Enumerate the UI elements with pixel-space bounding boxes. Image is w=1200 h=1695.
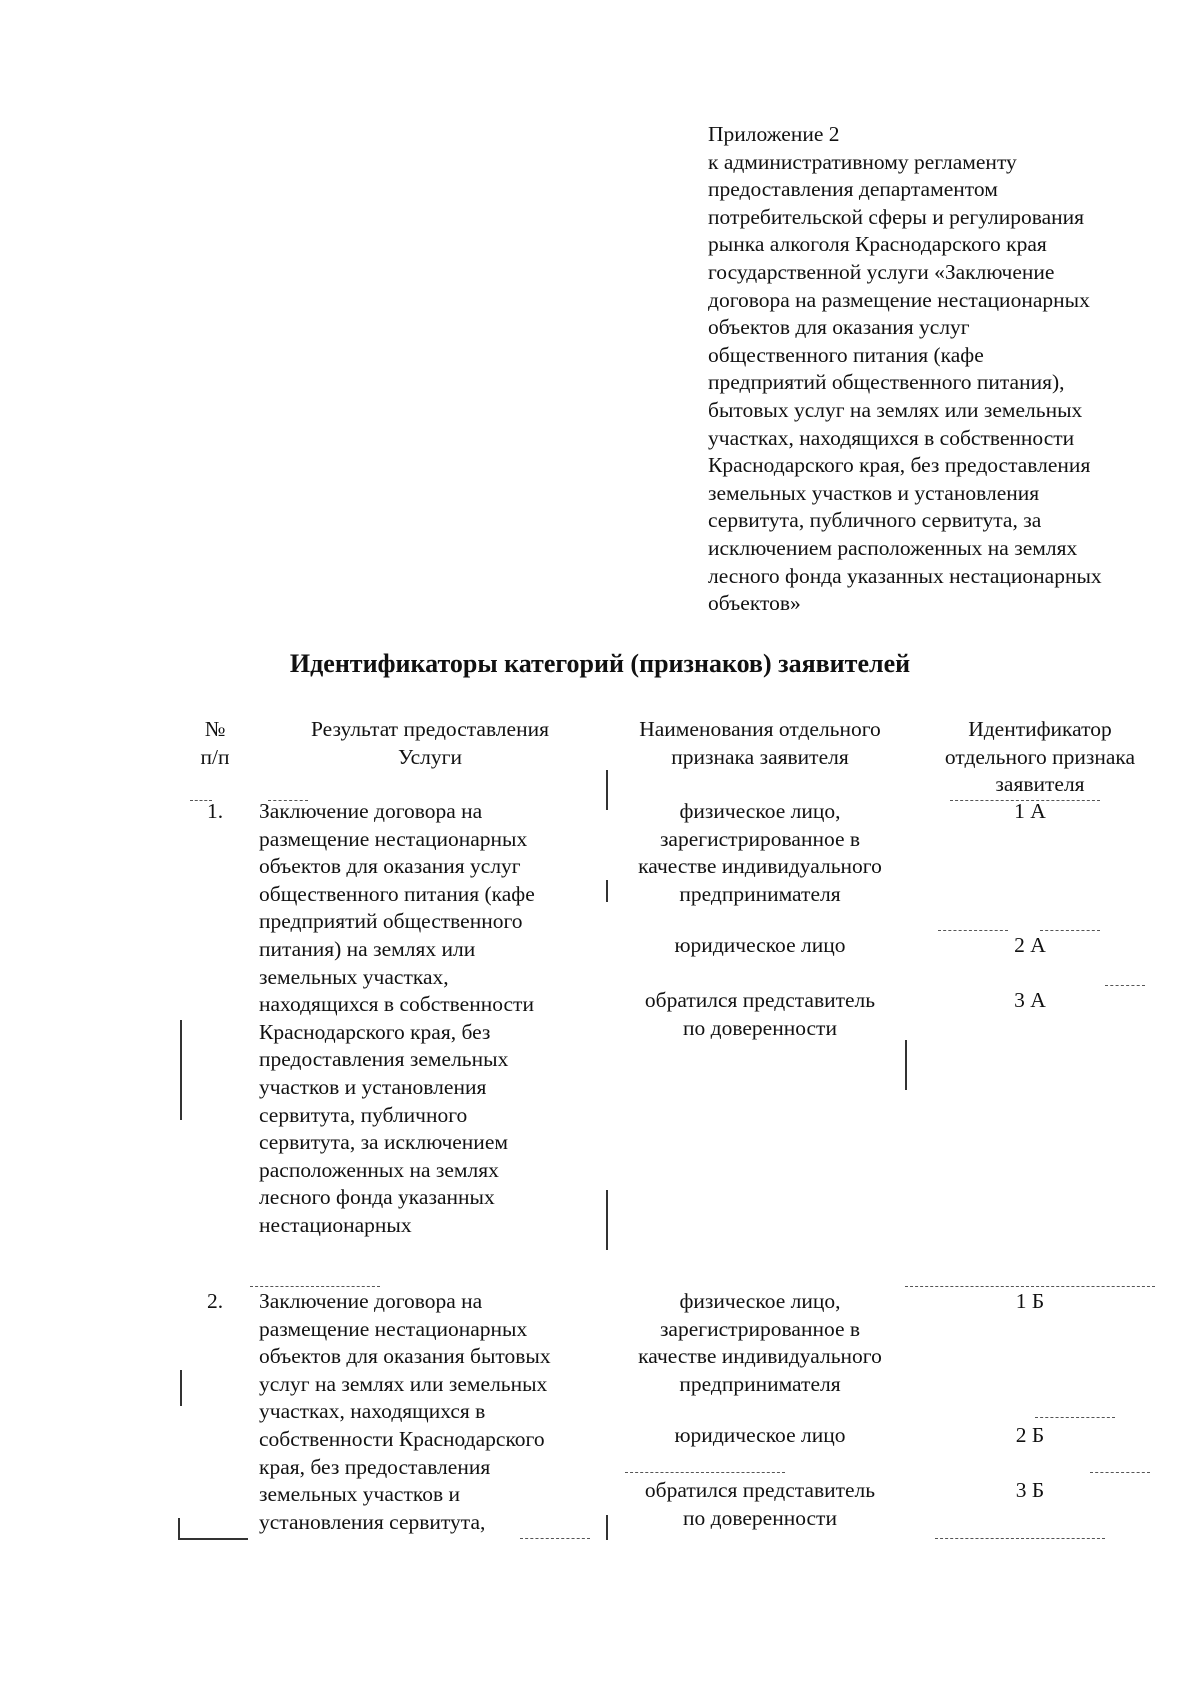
appendix-line: предоставления департаментом [708,177,998,202]
row-1-result-line: участков и установления [259,1074,487,1099]
table-rule [1090,1472,1150,1473]
row-1-attribute-1-line: зарегистрированное в [659,826,861,851]
row-2-attribute-3-line: по доверенности [683,1505,837,1530]
row-2-result-line: участках, находящихся в [259,1399,486,1424]
row-2-number: 2. [206,1289,224,1313]
appendix-line: государственной услуги «Заключение [708,259,1055,284]
table-rule [606,880,608,902]
row-2-result-line: объектов для оказания бытовых [259,1344,551,1369]
table-rule [180,1020,182,1120]
row-1-identifier-1: 1 А [1014,799,1046,823]
table-rule [606,770,608,810]
row-2-result-line: земельных участков и [259,1482,460,1507]
row-2-attribute-2-line: юридическое лицо [674,1423,846,1447]
table-rule [1040,930,1100,931]
appendix-line: рынка алкоголя Краснодарского края [708,232,1047,257]
row-1-attribute-1-line: физическое лицо, [679,799,841,823]
appendix-line: объектов» [708,591,801,616]
row-1-result-line: общественного питания (кафе [259,881,535,906]
header-attribute-name-line: признака заявителя [671,744,849,769]
table-rule [950,800,1100,801]
row-1-attribute-1-line: предпринимателя [679,881,841,906]
table-rule [178,1538,248,1540]
header-result-line: Результат предоставления [311,717,549,741]
appendix-line: лесного фонда указанных нестационарных [708,563,1102,588]
table-rule [178,1518,180,1540]
row-2-attribute-3-line: обратился представитель [644,1478,876,1502]
appendix-line: бытовых услуг на землях или земельных [708,397,1083,422]
table-rule [250,1286,380,1287]
row-2-attribute-1-line: предпринимателя [679,1371,841,1396]
row-2-attribute-3 [610,1477,910,1532]
row-1-result-line: размещение нестационарных [259,826,528,851]
table-rule [938,930,1008,931]
row-1-result-line: объектов для оказания услуг [259,854,521,879]
row-2-result-line: края, без предоставления [259,1454,491,1479]
table-rule [625,1472,785,1473]
row-1-result-line: расположенных на землях [259,1157,499,1182]
appendix-line: земельных участков и установления [708,480,1040,505]
row-1-attribute-1 [610,798,910,908]
row-1-result-line: земельных участках, [259,964,449,989]
row-1-result-line: Заключение договора на [259,799,483,823]
appendix-header [708,121,1178,618]
row-1-result-line: предоставления земельных [259,1047,509,1072]
row-1-result-line: предприятий общественного [259,909,523,934]
row-2-identifier-2: 2 Б [1015,1423,1045,1447]
row-1-number: 1. [206,799,224,823]
table-rule [935,1538,1105,1539]
row-2-result-line: размещение нестационарных [259,1316,528,1341]
row-2-attribute-1-line: физическое лицо, [679,1289,841,1313]
row-2-result [259,1288,599,1536]
appendix-line: потребительской сферы и регулирования [708,204,1085,229]
row-2-result-line: установления сервитута, [259,1509,486,1534]
table-rule [1105,985,1145,986]
row-1-result-line: сервитута, публичного [259,1102,468,1127]
header-number [180,716,250,771]
row-2-result-line: Заключение договора на [259,1289,483,1313]
header-identifier [910,716,1170,799]
header-result [260,716,600,771]
appendix-line: договора на размещение нестационарных [708,287,1090,312]
header-identifier-line: заявителя [995,772,1085,797]
table-rule [520,1538,590,1539]
appendix-line: участках, находящихся в собственности [708,425,1075,450]
table-rule [606,1190,608,1250]
row-2-result-line: услуг на землях или земельных [259,1371,548,1396]
row-1-identifier-2: 2 А [1014,933,1046,957]
header-attribute-name-line: Наименования отдельного [639,717,881,741]
row-2-result-line: собственности Краснодарского [259,1426,545,1451]
row-1-attribute-3 [610,987,910,1042]
table-rule [905,1286,1155,1287]
appendix-line: к административному регламенту [708,149,1017,174]
row-1-result-line: питания) на землях или [259,936,476,961]
row-1-attribute-1-line: качестве индивидуального [638,854,882,879]
appendix-line: Приложение 2 [708,122,840,146]
table-rule [905,1040,907,1090]
row-2-attribute-1-line: зарегистрированное в [659,1316,861,1341]
row-2-identifier-3: 3 Б [1015,1478,1045,1502]
row-1-result-line: находящихся в собственности [259,992,534,1017]
table-rule [268,800,308,801]
appendix-line: общественного питания (кафе [708,342,984,367]
row-1-attribute-2-line: юридическое лицо [674,933,846,957]
row-2-identifier-1: 1 Б [1015,1289,1045,1313]
row-1-attribute-2 [610,932,910,960]
row-2-attribute-2 [610,1422,910,1450]
table-rule [606,1515,608,1540]
header-result-line: Услуги [398,744,462,769]
appendix-line: предприятий общественного питания), [708,370,1065,395]
appendix-line: сервитута, публичного сервитута, за [708,508,1042,533]
row-1-result [259,798,599,1240]
row-1-result-line: сервитута, за исключением [259,1130,508,1155]
header-number-line: № [204,717,226,741]
header-attribute-name [610,716,910,771]
table-rule [180,1370,182,1406]
header-identifier-line: отдельного признака [944,744,1136,769]
appendix-line: объектов для оказания услуг [708,315,970,340]
appendix-line: Краснодарского края, без предоставления [708,453,1091,478]
table-rule [1035,1417,1115,1418]
row-1-attribute-3-line: по доверенности [683,1015,837,1040]
appendix-line: исключением расположенных на землях [708,535,1078,560]
row-2-attribute-1-line: качестве индивидуального [638,1344,882,1369]
header-identifier-line: Идентификатор [968,717,1112,741]
header-number-line: п/п [200,744,230,769]
row-1-attribute-3-line: обратился представитель [644,988,876,1012]
row-2-attribute-1 [610,1288,910,1398]
document-title: Идентификаторы категорий (признаков) заявителей [289,649,911,678]
row-1-identifier-3: 3 А [1014,988,1046,1012]
table-rule [190,800,212,801]
row-1-result-line: нестационарных [259,1212,412,1237]
row-1-result-line: лесного фонда указанных [259,1185,495,1210]
row-1-result-line: Краснодарского края, без [259,1019,491,1044]
